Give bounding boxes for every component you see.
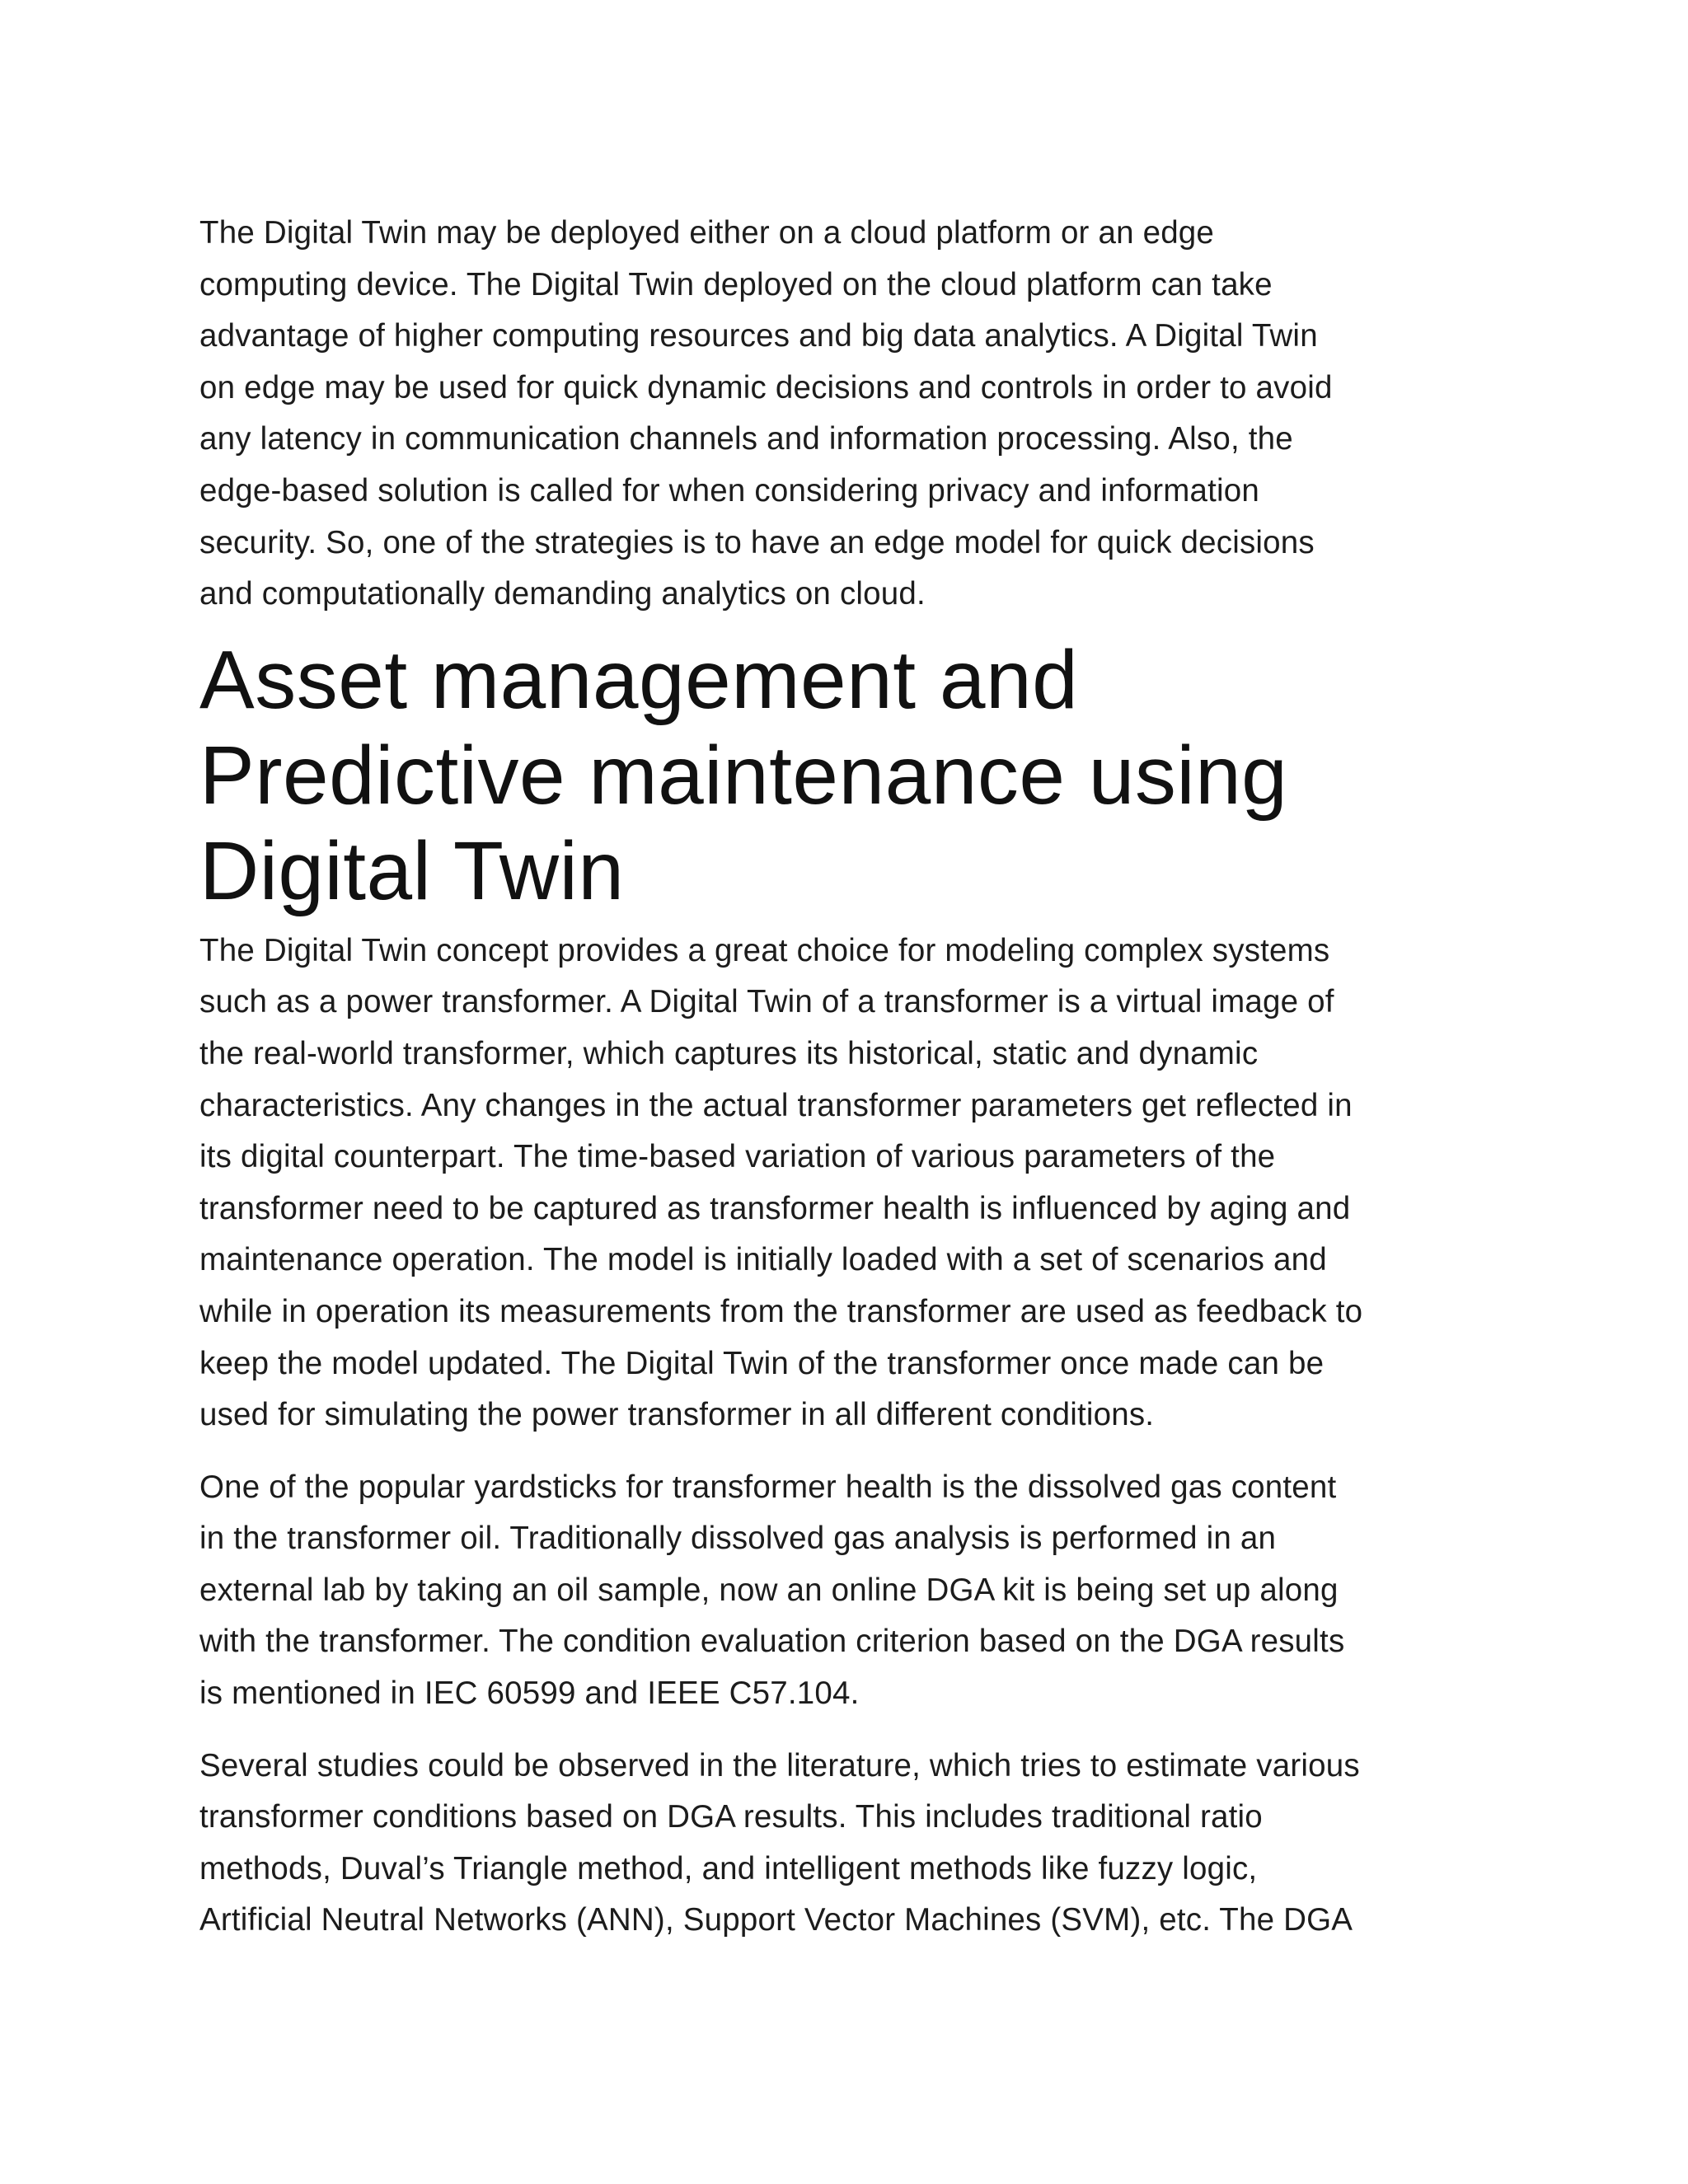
text-line: The Digital Twin may be deployed either on a cloud platform or an edge: [199, 215, 1215, 251]
text-line: on edge may be used for quick dynamic decisions and controls in order to avoid: [199, 369, 1333, 405]
text-line: characteristics. Any changes in the actual transformer parameters get reflected in: [199, 1087, 1353, 1123]
text-line: and computationally demanding analytics on cloud.: [199, 576, 926, 612]
text-line: the real-world transformer, which captures its historical, static and dynamic: [199, 1035, 1259, 1071]
text-line: with the transformer. The condition evaluation criterion based on the DGA results: [199, 1624, 1345, 1660]
body-paragraph-1: [199, 926, 1518, 1441]
text-line: is mentioned in IEC 60599 and IEEE C57.104.: [199, 1675, 860, 1712]
document-page: [199, 208, 1518, 1947]
body-paragraph-3: [199, 1741, 1518, 1947]
text-line: methods, Duval’s Triangle method, and intelligent methods like fuzzy logic,: [199, 1850, 1258, 1886]
heading-line: Asset management and: [199, 633, 1079, 726]
text-line: The Digital Twin concept provides a great choice for modeling complex systems: [199, 932, 1330, 968]
text-line: its digital counterpart. The time-based variation of various parameters of the: [199, 1139, 1276, 1175]
text-line: while in operation its measurements from the transformer are used as feedback to: [199, 1293, 1363, 1329]
text-line: used for simulating the power transformer in all different conditions.: [199, 1397, 1155, 1433]
text-line: Several studies could be observed in the literature, which tries to estimate various: [199, 1747, 1360, 1783]
text-line: transformer need to be captured as transformer health is influenced by aging and: [199, 1190, 1351, 1226]
text-line: keep the model updated. The Digital Twin of the transformer once made can be: [199, 1345, 1325, 1381]
body-paragraph-2: [199, 1462, 1518, 1720]
text-line: external lab by taking an oil sample, now an online DGA kit is being set up along: [199, 1572, 1339, 1608]
intro-paragraph: [199, 208, 1518, 621]
text-line: edge-based solution is called for when considering privacy and information: [199, 472, 1260, 509]
text-line: in the transformer oil. Traditionally dissolved gas analysis is performed in an: [199, 1521, 1277, 1557]
text-line: Artificial Neutral Networks (ANN), Support Vector Machines (SVM), etc. The DGA: [199, 1902, 1353, 1938]
text-line: transformer conditions based on DGA results. This includes traditional ratio: [199, 1799, 1263, 1835]
heading-line: Digital Twin: [199, 824, 625, 917]
section-heading: [199, 632, 1518, 919]
text-line: any latency in communication channels and information processing. Also, the: [199, 421, 1293, 457]
text-line: computing device. The Digital Twin deployed on the cloud platform can take: [199, 266, 1273, 302]
text-line: security. So, one of the strategies is to have an edge model for quick decisions: [199, 524, 1315, 560]
text-line: One of the popular yardsticks for transformer health is the dissolved gas content: [199, 1469, 1337, 1505]
text-line: advantage of higher computing resources and big data analytics. A Digital Twin: [199, 318, 1318, 354]
heading-line: Predictive maintenance using: [199, 729, 1288, 822]
text-line: maintenance operation. The model is initially loaded with a set of scenarios and: [199, 1242, 1327, 1278]
text-line: such as a power transformer. A Digital Twin of a transformer is a virtual image of: [199, 984, 1334, 1020]
